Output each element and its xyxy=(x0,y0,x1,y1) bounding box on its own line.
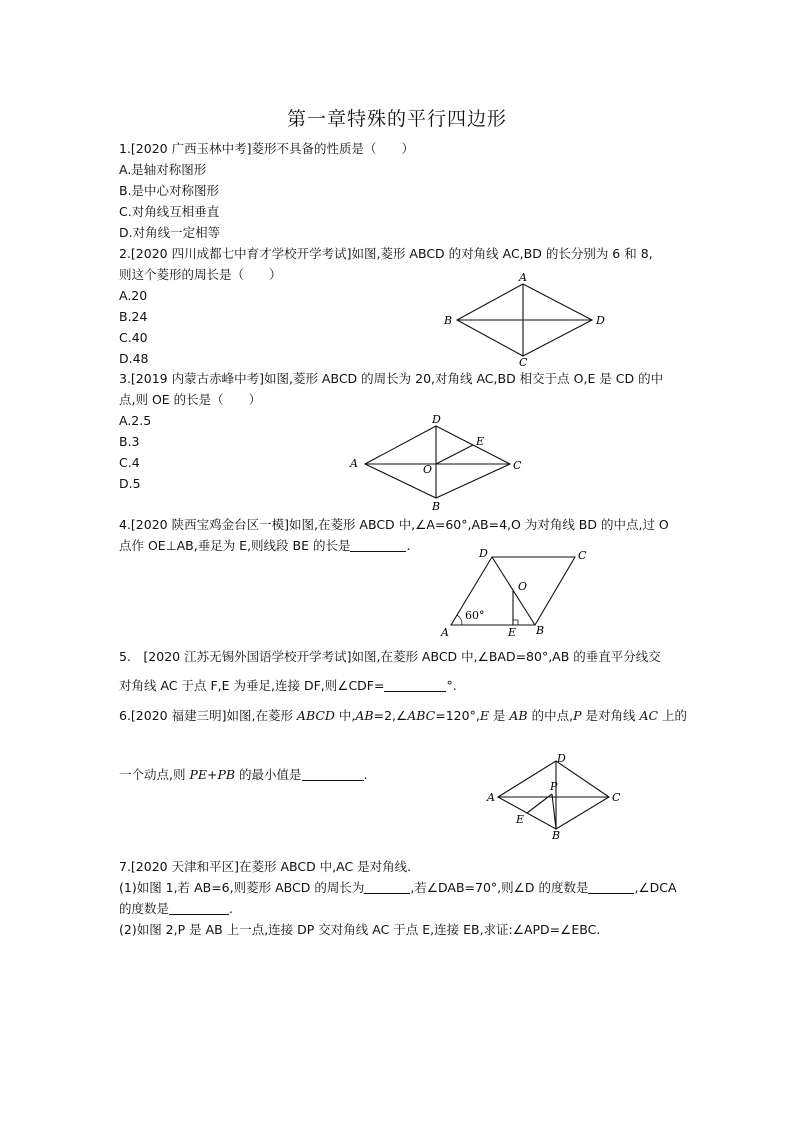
q2-label-b: B xyxy=(444,314,453,327)
q7-part1-line1 xyxy=(119,879,677,897)
q5-stem-line2 xyxy=(119,677,457,695)
q6-label-d: D xyxy=(557,752,566,765)
q4-label-d: D xyxy=(479,547,488,560)
q4-stem-line1: 4.[2020 陕西宝鸡金台区一模]如图,在菱形 ABCD 中,∠A=60°,AB=4,O 为对角线 BD 的中点,过 O xyxy=(119,517,669,532)
q7-blank-perimeter[interactable] xyxy=(364,881,410,894)
q3-label-b: B xyxy=(432,500,441,513)
q6-var: ABC xyxy=(407,708,436,723)
q4-label-a: A xyxy=(441,626,449,639)
q4-angle-label: 60° xyxy=(465,609,485,622)
q7-part2: (2)如图 2,P 是 AB 上一点,连接 DP 交对角线 AC 于点 E,连接 EB,求证:∠APD=∠EBC. xyxy=(119,922,601,937)
q6-var: AB xyxy=(355,708,374,723)
q2-option-a: A.20 xyxy=(119,288,148,303)
q6-stem-line2 xyxy=(119,766,368,784)
q3-rhombus-figure xyxy=(345,412,530,512)
q7-text: . xyxy=(229,901,233,916)
q3-label-d: D xyxy=(432,413,441,426)
q5-stem-line1: 5. [2020 江苏无锡外国语学校开学考试]如图,在菱形 ABCD 中,∠BAD=80°,AB 的垂直平分线交 xyxy=(119,649,661,664)
q6-var: ABCD xyxy=(296,708,335,723)
q1-option-b: B.是中心对称图形 xyxy=(119,183,220,198)
q7-blank-angle-dca[interactable] xyxy=(169,902,229,915)
q1-option-a: A.是轴对称图形 xyxy=(119,162,207,177)
q3-option-d: D.5 xyxy=(119,476,141,491)
q3-stem-line1: 3.[2019 内蒙古赤峰中考]如图,菱形 ABCD 的周长为 20,对角线 AC,BD 相交于点 O,E 是 CD 的中 xyxy=(119,371,664,386)
q4-label-c: C xyxy=(578,549,587,562)
q4-stem-line2 xyxy=(119,537,410,555)
q6-stem-line1 xyxy=(119,707,687,725)
q7-text: ,若∠DAB=70°,则∠D 的度数是 xyxy=(410,880,589,895)
q3-option-c: C.4 xyxy=(119,455,140,470)
q6-text: 一个动点,则 xyxy=(119,767,190,782)
q2-option-b: B.24 xyxy=(119,309,148,324)
q3-label-e: E xyxy=(476,435,485,448)
q6-text: 的最小值是 xyxy=(235,767,302,782)
q4-rhombus-figure xyxy=(440,545,600,640)
q2-label-d: D xyxy=(596,314,605,327)
q6-label-b: B xyxy=(552,829,561,842)
q6-text: 是 xyxy=(488,708,510,723)
q7-stem: 7.[2020 天津和平区]在菱形 ABCD 中,AC 是对角线. xyxy=(119,859,412,874)
q6-var: AC xyxy=(639,708,659,723)
q6-text: 上的 xyxy=(658,708,688,723)
q5-end: °. xyxy=(446,678,457,693)
q4-answer-blank[interactable] xyxy=(350,539,406,552)
q4-end: . xyxy=(406,538,411,553)
q2-label-a: A xyxy=(519,271,527,284)
q4-label-o: O xyxy=(518,580,528,593)
q7-text: ,∠DCA xyxy=(634,880,677,895)
q6-text: 6.[2020 福建三明]如图,在菱形 xyxy=(119,708,297,723)
q3-stem-line2: 点,则 OE 的长是（ ） xyxy=(119,392,262,407)
q2-option-c: C.40 xyxy=(119,330,148,345)
q4-label-e: E xyxy=(508,626,517,639)
q7-text: (1)如图 1,若 AB=6,则菱形 ABCD 的周长为 xyxy=(119,880,365,895)
q6-label-c: C xyxy=(612,791,621,804)
q4-stem-text: 点作 OE⊥AB,垂足为 E,则线段 BE 的长是 xyxy=(119,538,351,553)
q1-stem: 1.[2020 广西玉林中考]菱形不具备的性质是（ ） xyxy=(119,141,414,156)
q7-blank-angle-d[interactable] xyxy=(588,881,634,894)
q4-label-b: B xyxy=(536,624,545,637)
q7-text: 的度数是 xyxy=(119,901,170,916)
q3-option-b: B.3 xyxy=(119,434,140,449)
q2-option-d: D.48 xyxy=(119,351,149,366)
q6-label-e: E xyxy=(516,813,525,826)
q6-var: E xyxy=(479,708,489,723)
page-title: 第一章特殊的平行四边形 xyxy=(286,108,507,130)
q3-label-o: O xyxy=(423,463,433,476)
q6-label-p: P xyxy=(550,780,558,793)
q3-label-c: C xyxy=(513,459,522,472)
q6-var: PE+PB xyxy=(189,767,236,782)
q2-label-c: C xyxy=(519,356,528,369)
q6-text: =120°, xyxy=(435,708,480,723)
q6-text: =2,∠ xyxy=(373,708,408,723)
q3-option-a: A.2.5 xyxy=(119,413,152,428)
q6-text: 是对角线 xyxy=(581,708,640,723)
q6-var: P xyxy=(573,708,582,723)
q1-option-d: D.对角线一定相等 xyxy=(119,225,221,240)
q3-label-a: A xyxy=(350,457,358,470)
q6-var: AB xyxy=(509,708,528,723)
q5-answer-blank[interactable] xyxy=(384,679,446,692)
q6-text: 中, xyxy=(334,708,356,723)
q7-part1-line2 xyxy=(119,900,233,918)
q5-stem-text: 对角线 AC 于点 F,E 为垂足,连接 DF,则∠CDF= xyxy=(119,678,385,693)
q6-rhombus-figure xyxy=(485,750,635,842)
q6-answer-blank[interactable] xyxy=(302,768,364,781)
q6-text: 的中点, xyxy=(527,708,574,723)
q6-end: . xyxy=(363,767,368,782)
q2-stem-line1: 2.[2020 四川成都七中育才学校开学考试]如图,菱形 ABCD 的对角线 AC,BD 的长分别为 6 和 8, xyxy=(119,246,653,261)
q2-rhombus-figure xyxy=(440,272,610,367)
q1-option-c: C.对角线互相垂直 xyxy=(119,204,220,219)
q2-stem-line2: 则这个菱形的周长是（ ） xyxy=(119,267,282,282)
q6-label-a: A xyxy=(487,791,495,804)
